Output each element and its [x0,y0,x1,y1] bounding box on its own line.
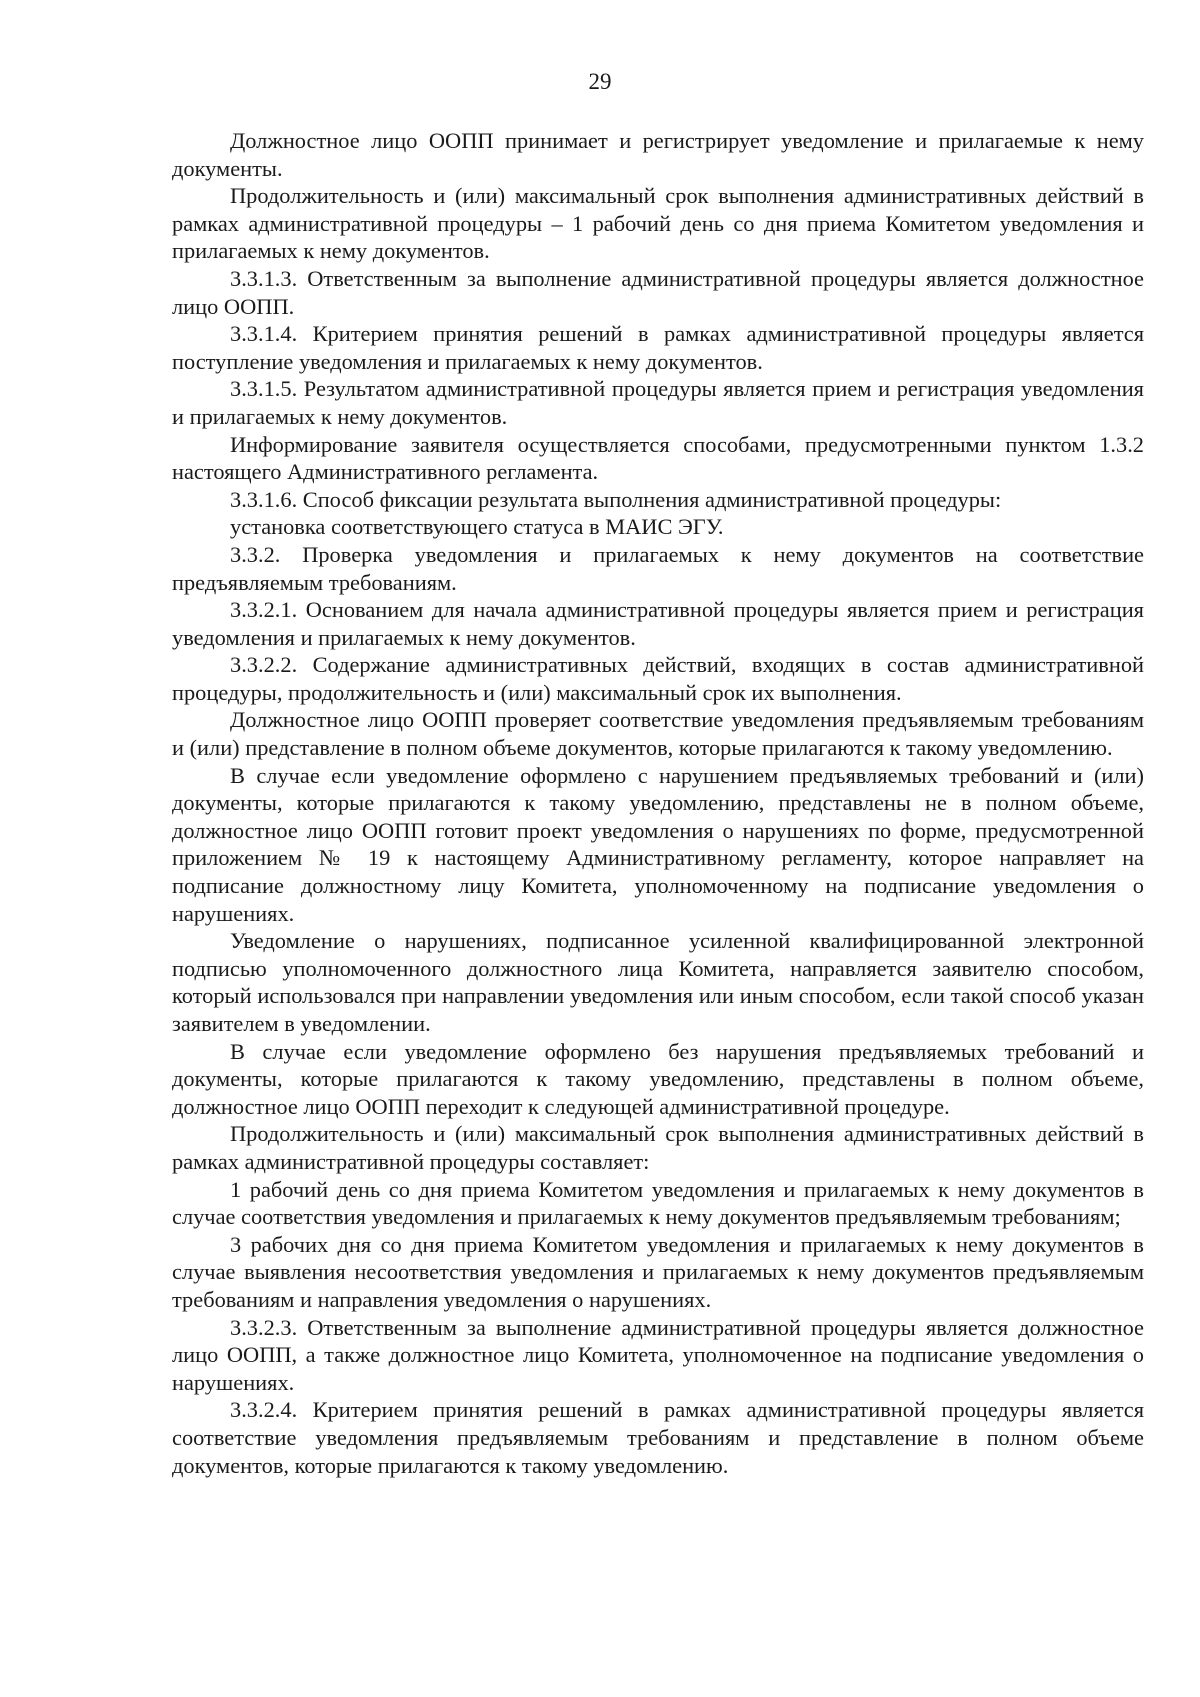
paragraph: 1 рабочий день со дня приема Комитетом уведомления и прилагаемых к нему документов в случае соответствия уведомления и прилагаемых к нему документов предъявляемым требованиям; [172,1176,1144,1230]
paragraph: 3.3.1.6. Способ фиксации результата выполнения административной процедуры: [230,486,1002,512]
paragraph: 3.3.1.3. Ответственным за выполнение административной процедуры является должностное лицо ООПП. [172,265,1144,319]
paragraph: 3.3.2.4. Критерием принятия решений в рамках административной процедуры является соответствие уведомления предъявляемым требованиям и представление в полном объеме документов, которые прилагаются к такому уведомлению. [172,1397,1144,1478]
paragraph: Должностное лицо ООПП принимает и регистрирует уведомление и прилагаемые к нему документы. [172,128,1144,181]
paragraph: Продолжительность и (или) максимальный срок выполнения административных действий в рамках административной процедуры – 1 рабочий день со дня приема Комитетом уведомления и прилагаемых к нему документов. [172,183,1144,264]
paragraph: 3.3.2. Проверка уведомления и прилагаемых к нему документов на соответствие предъявляемым требованиям. [172,541,1144,595]
paragraph: Информирование заявителя осуществляется способами, предусмотренными пунктом 1.3.2 настоящего Административного регламента. [172,431,1144,485]
paragraph: 3.3.1.4. Критерием принятия решений в рамках административной процедуры является поступление уведомления и прилагаемых к нему документов. [172,321,1144,374]
paragraph: установка соответствующего статуса в МАИС ЭГУ. [230,514,724,540]
paragraph: 3 рабочих дня со дня приема Комитетом уведомления и прилагаемых к нему документов в случае выявления несоответствия уведомления и прилагаемых к нему документов предъявляемым требованиям и направления уведомления о нарушениях. [172,1231,1144,1312]
paragraph: Продолжительность и (или) максимальный срок выполнения административных действий в рамках административной процедуры составляет: [172,1121,1144,1174]
paragraph: Должностное лицо ООПП проверяет соответствие уведомления предъявляемым требованиям и (или) представление в полном объеме документов, которые прилагаются к такому уведомлению. [172,707,1144,761]
paragraph: В случае если уведомление оформлено с нарушением предъявляемых требований и (или) документы, которые прилагаются к такому уведомлению, представлены не в полном объеме, должностное лицо ООПП готовит проект уведомления о нарушениях по форме, предусмотренной приложением № 19 к настоящему Административному регламенту, которое направляет на подписание должностному лицу Комитета, уполномоченному на подписание уведомления о нарушениях. [172,762,1144,926]
paragraph: В случае если уведомление оформлено без нарушения предъявляемых требований и документы, которые прилагаются к такому уведомлению, представлены в полном объеме, должностное лицо ООПП переходит к следующей административной процедуре. [172,1038,1144,1119]
paragraph: 3.3.1.5. Результатом административной процедуры является прием и регистрация уведомления и прилагаемых к нему документов. [172,376,1144,429]
paragraph: 3.3.2.2. Содержание административных действий, входящих в состав административной процедуры, продолжительность и (или) максимальный срок их выполнения. [172,652,1144,705]
document-body [172,127,1144,1479]
page-number: 29 [588,69,612,94]
paragraph: 3.3.2.3. Ответственным за выполнение административной процедуры является должностное лицо ООПП, а также должностное лицо Комитета, уполномоченное на подписание уведомления о нарушениях. [172,1314,1144,1395]
paragraph: Уведомление о нарушениях, подписанное усиленной квалифицированной электронной подписью уполномоченного должностного лица Комитета, направляется заявителю способом, который использовался при направлении уведомления или иным способом, если такой способ указан заявителем в уведомлении. [172,928,1144,1036]
paragraph: 3.3.2.1. Основанием для начала административной процедуры является прием и регистрация уведомления и прилагаемых к нему документов. [172,597,1144,650]
